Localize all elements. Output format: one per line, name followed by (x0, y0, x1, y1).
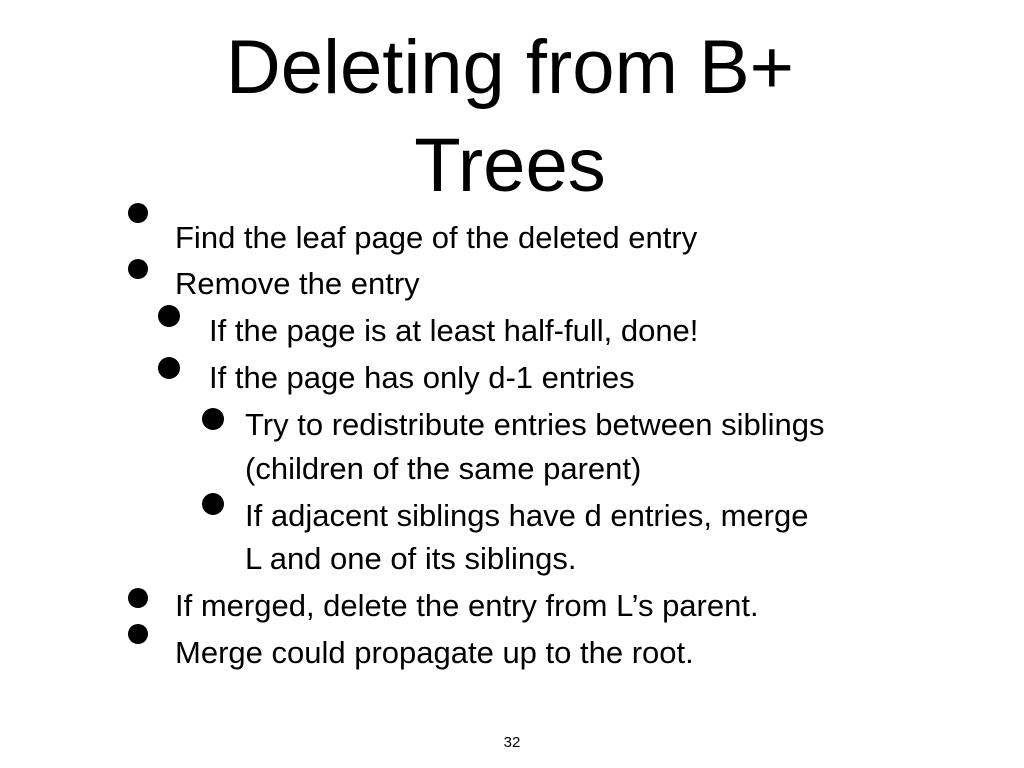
bullet-redistribute: Try to redistribute entries between siblings (245, 407, 825, 442)
bullet-dot-icon (128, 588, 148, 608)
bullet-dot-icon (202, 493, 224, 515)
bullet-dot-icon (202, 408, 224, 430)
bullet-dot-icon (158, 357, 180, 379)
bullet-half-full: If the page is at least half-full, done! (209, 313, 699, 348)
bullet-propagate: Merge could propagate up to the root. (175, 635, 694, 670)
bullet-dot-icon (128, 259, 148, 279)
bullet-dot-icon (128, 624, 148, 644)
bullet-merge: If adjacent siblings have d entries, merge (245, 498, 809, 533)
bullet-dot-icon (158, 305, 180, 327)
slide-title-line-2: Trees (414, 123, 606, 208)
bullet-find-leaf: Find the leaf page of the deleted entry (175, 220, 698, 255)
bullet-merge-cont: L and one of its siblings. (245, 541, 577, 576)
bullet-delete-parent: If merged, delete the entry from L’s parent. (175, 588, 759, 623)
slide-title-line-1: Deleting from B+ (225, 25, 795, 110)
bullet-redistribute-cont: (children of the same parent) (245, 451, 642, 486)
page-number: 32 (503, 734, 521, 751)
bullet-remove-entry: Remove the entry (175, 266, 420, 301)
bullet-dot-icon (128, 203, 148, 223)
bullet-d-minus-1: If the page has only d-1 entries (209, 360, 635, 395)
